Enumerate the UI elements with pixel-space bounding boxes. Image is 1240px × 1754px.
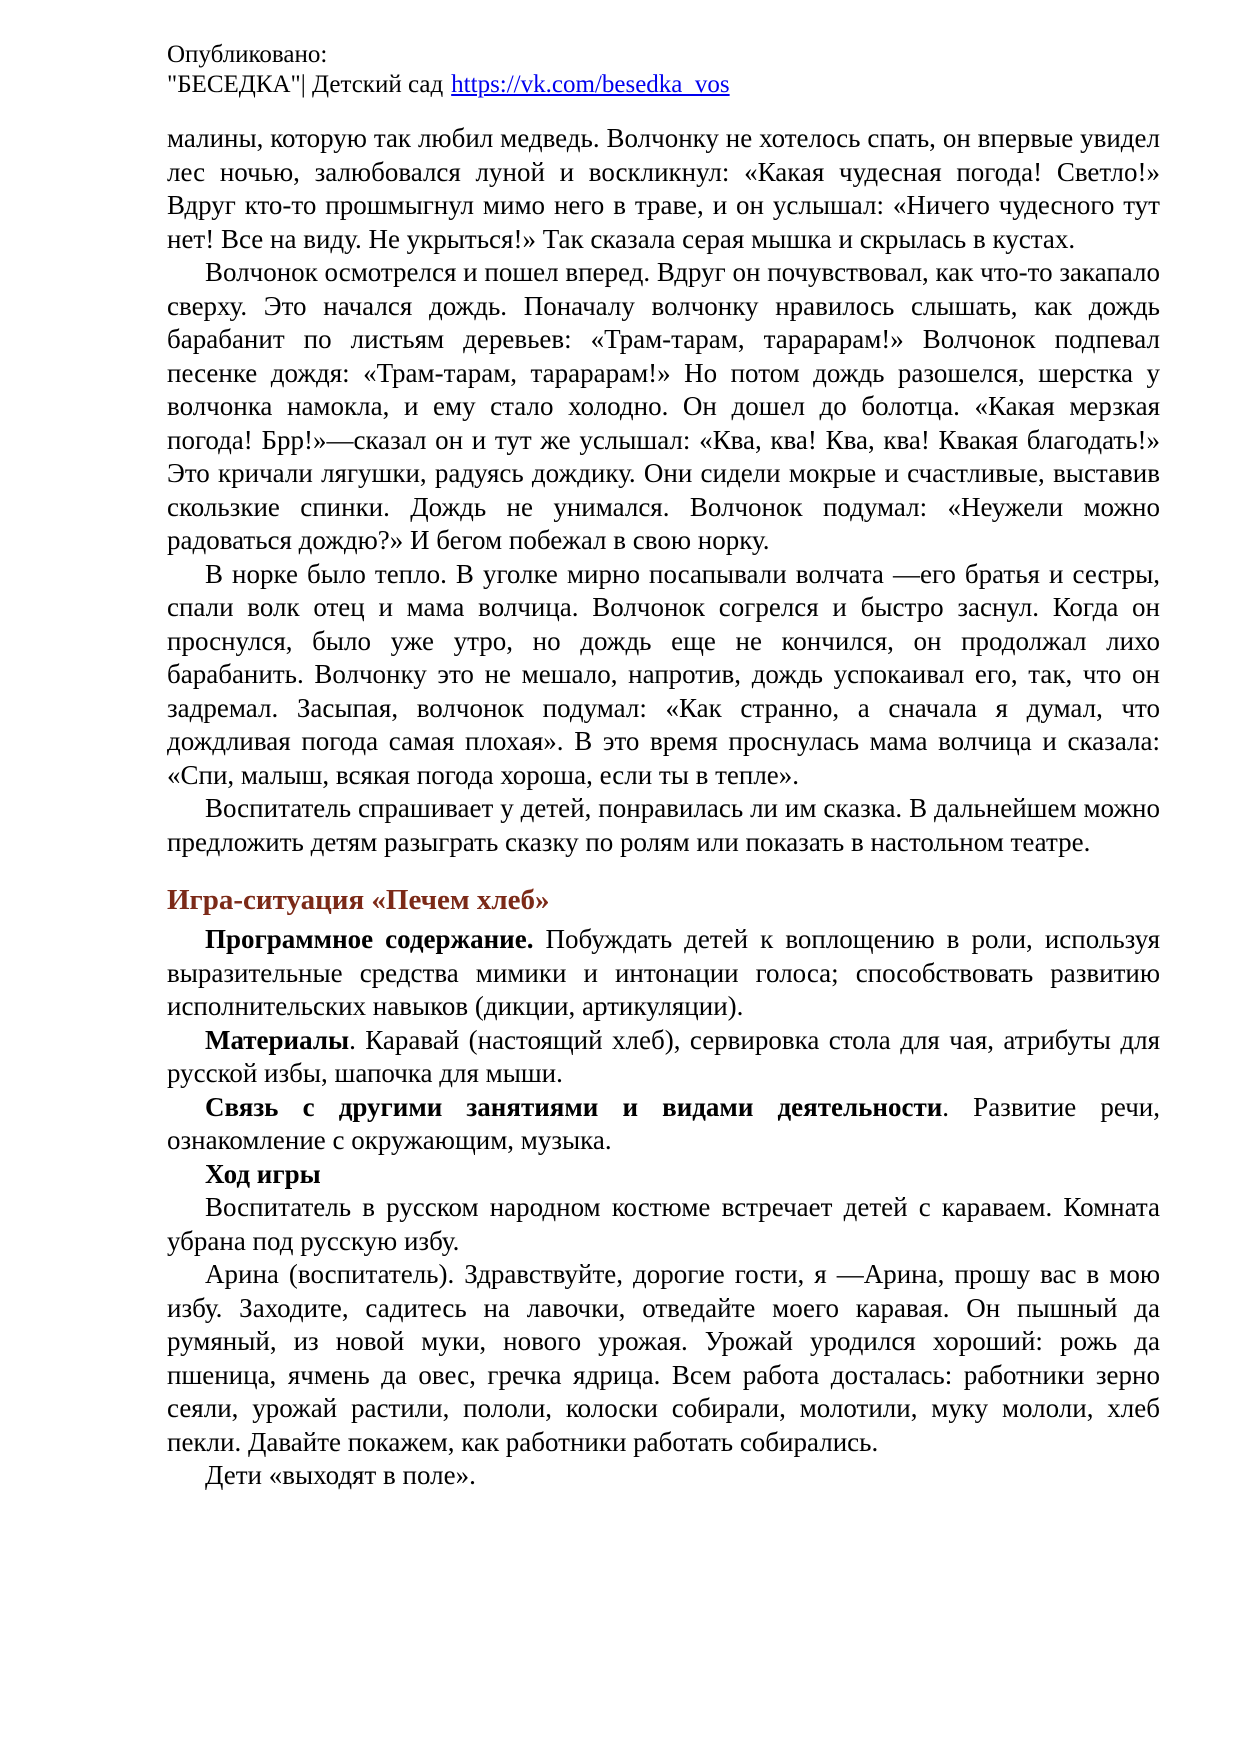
program-content-text: Побуждать детей к воплощению в роли, используя выразительные средства мимики и интонации голоса; способствовать развитию исполнительских навыков (дикции, артикуляции). [167,924,1160,1021]
materials-paragraph [167,1024,1160,1091]
published-label: Опубликовано: [167,41,328,68]
course-paragraph-arina: Арина (воспитатель). Здравствуйте, дорогие гости, я —Арина, прошу вас в мою избу. Заходите, садитесь на лавочки, отведайте моего каравая. Он пышный да румяный, из новой муки, нового урожая. Урожай уродился хороший: рожь да пшеница, ячмень да овес, гречка ядрица. Всем работа досталась: работники зерно сеяли, урожай растили, пололи, колоски собирали, молотили, муку мололи, хлеб пекли. Давайте покажем, как работники работать собирались. [167,1259,1160,1457]
section-heading: Игра-ситуация «Печем хлеб» [167,884,550,916]
source-name: "БЕСЕДКА"| Детский сад [167,71,444,98]
materials-label: Материалы [205,1024,350,1055]
vk-link[interactable]: https://vk.com/besedka_vos [451,71,730,98]
program-content-paragraph [167,923,1160,1024]
course-paragraph-setup: Воспитатель в русском народном костюме встречает детей с караваем. Комната убрана под русскую избу. [167,1192,1160,1256]
program-content-label: Программное содержание. [205,924,546,954]
story-paragraph-den: В норке было тепло. В уголке мирно посапывали волчата —его братья и сестры, спали волк отец и мама волчица. Волчонок согрелся и быстро заснул. Когда он проснулся, было уже утро, но дождь еще не кончился, он продолжал лихо барабанить. Волчонку это не мешало, напротив, дождь успокаивал его, так, что он задремал. Засыпая, волчонок подумал: «Как странно, а сначала я думал, что дождливая погода самая плохая». В это время проснулась мама волчица и сказала: «Спи, малыш, всякая погода хороша, если ты в тепле». [167,558,1160,790]
story-paragraph-wolf-cub-walk: Волчонок осмотрелся и пошел вперед. Вдруг он почувствовал, как что-то закапало сверху. Это начался дождь. Поначалу волчонку нравилось слышать, как дождь барабанит по листьям деревьев: «Трам-тарам, тарарарам!» Волчонок подпевал песенке дождя: «Трам-тарам, тарарарам!» Но потом дождь разошелся, шерстка у волчонка намокла, и ему стало холодно. Он дошел до болотца. «Какая мерзкая погода! Брр!»—сказал он и тут же услышал: «Ква, ква! Ква, ква! Квакая благодать!» Это кричали лягушки, радуясь дождику. Они сидели мокрые и счастливые, выставив скользкие спинки. Дождь не унимался. Волчонок подумал: «Неужели можно радоваться дождю?» И бегом побежал в свою норку. [167,257,1160,555]
materials-text: . Каравай (настоящий хлеб), сервировка стола для чая, атрибуты для русской избы, шапочка для мыши. [167,1024,1160,1088]
story-paragraph-teacher-question: Воспитатель спрашивает у детей, понравилась ли им сказка. В дальнейшем можно предложить детям разыграть сказку по ролям или показать в настольном театре. [167,793,1160,857]
published-source-line [167,70,1160,100]
published-header [167,40,1160,100]
course-paragraph-children: Дети «выходят в поле». [205,1460,476,1490]
course-of-game-heading [167,1158,1160,1192]
story-paragraph-continuation: малины, которую так любил медведь. Волчонку не хотелось спать, он впервые увидел лес ночью, залюбовался луной и воскликнул: «Какая чудесная погода! Светло!» Вдруг кто-то прошмыгнул мимо него в траве, и он услышал: «Ничего чудесного тут нет! Все на виду. Не укрыться!» Так сказала серая мышка и скрылась в кустах. [167,123,1160,254]
related-activities-text: . Развитие речи, ознакомление с окружающим, музыка. [167,1091,1160,1155]
related-activities-paragraph [167,1091,1160,1158]
related-activities-label: Связь с другими занятиями и видами деятельности [205,1091,943,1122]
course-of-game-label: Ход игры [205,1158,321,1189]
